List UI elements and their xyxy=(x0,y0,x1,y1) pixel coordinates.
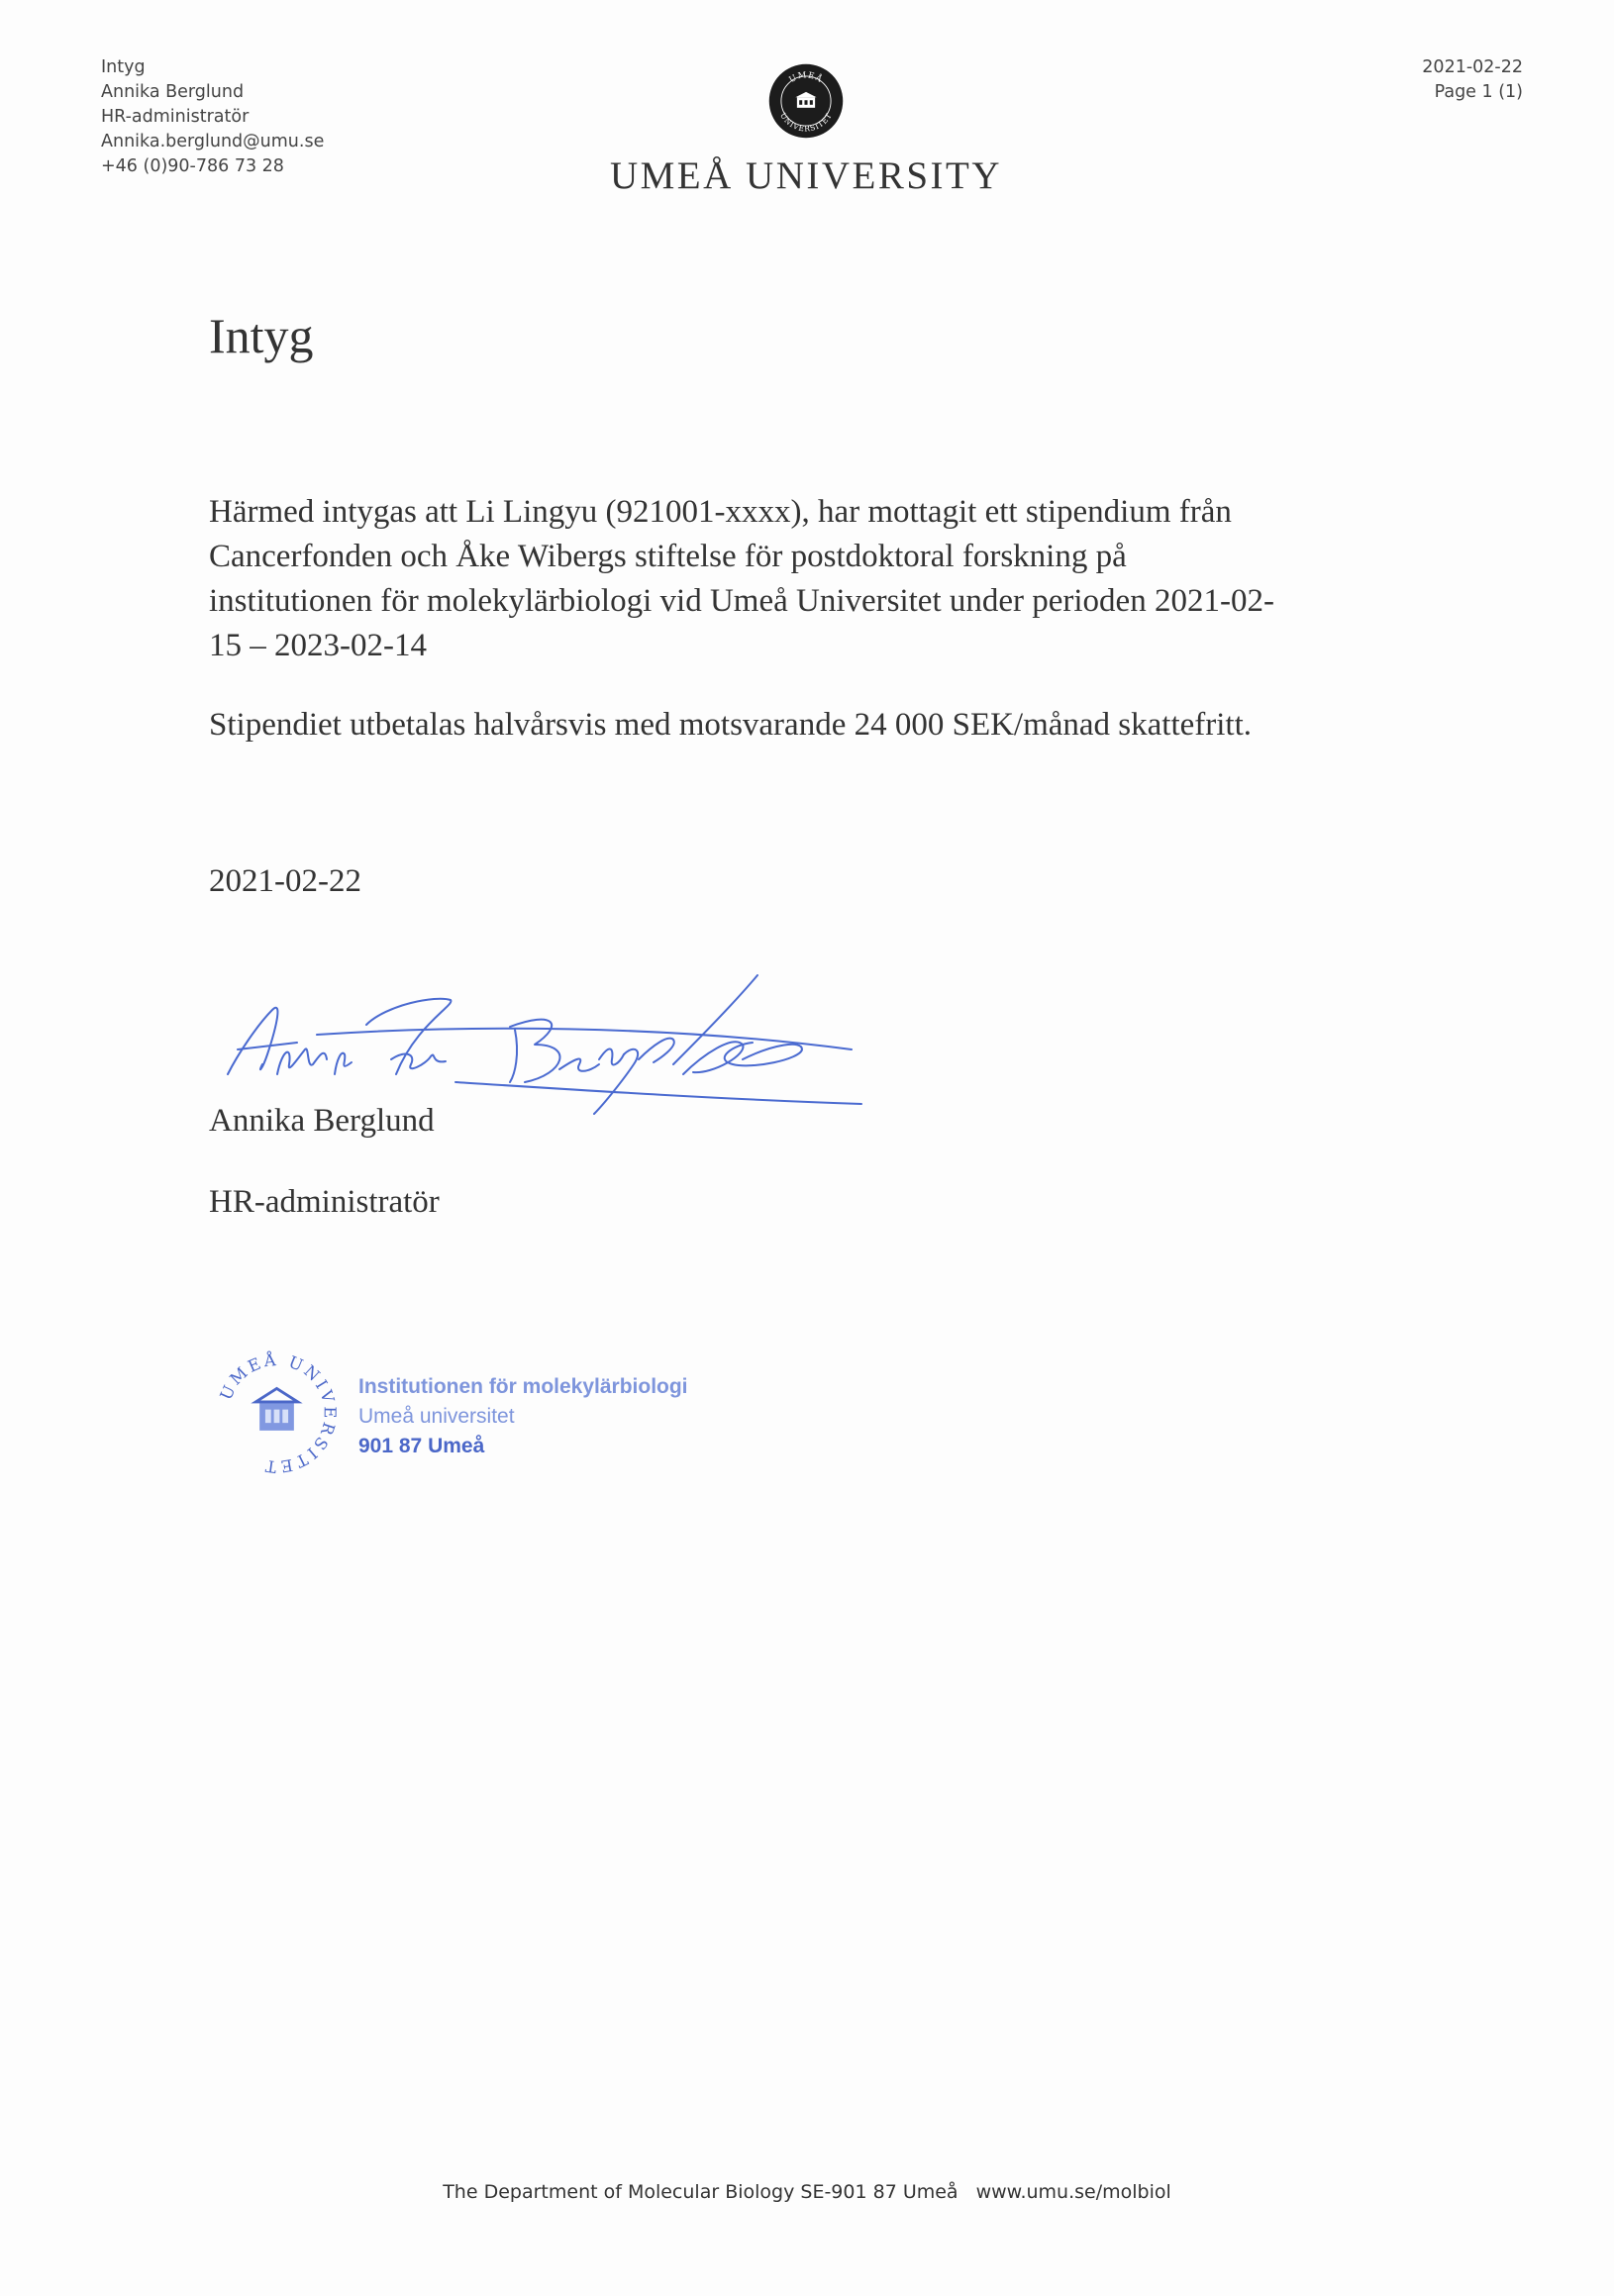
signer-title: HR-administratör xyxy=(209,1184,440,1220)
sender-name: Annika Berglund xyxy=(101,82,245,102)
body-paragraph-2 xyxy=(209,703,1427,748)
university-seal-logo xyxy=(768,63,844,139)
body-line: institutionen för molekylärbiologi vid Umeå Universitet under perioden 2021-02- xyxy=(209,583,1274,619)
sender-block xyxy=(101,55,324,179)
stamp-university: Umeå universitet xyxy=(358,1405,515,1428)
university-name: UMEÅ UNIVERSITY xyxy=(609,154,1003,197)
page-info xyxy=(1422,55,1523,105)
body-line: Härmed intygas att Li Lingyu (921001-xxxx), har mottagit ett stipendium från xyxy=(209,494,1232,530)
footer-address: The Department of Molecular Biology SE-901 87 Umeå xyxy=(443,2181,958,2203)
signer-name: Annika Berglund xyxy=(209,1103,435,1139)
body-paragraph-1 xyxy=(209,490,1427,668)
svg-text:UNIVERSITET: UNIVERSITET xyxy=(778,111,834,134)
stamp-address: 901 87 Umeå xyxy=(358,1435,485,1457)
footer-website: www.umu.se/molbiol xyxy=(975,2181,1171,2203)
sender-phone: +46 (0)90-786 73 28 xyxy=(101,156,284,176)
svg-text:UMEÅ UNIVERSITET: UMEÅ UNIVERSITET xyxy=(216,1349,340,1477)
page-number: Page 1 (1) xyxy=(1434,82,1523,102)
sender-doc-type: Intyg xyxy=(101,57,146,77)
body-line: Cancerfonden och Åke Wibergs stiftelse för postdoktoral forskning på xyxy=(209,539,1127,574)
sender-role: HR-administratör xyxy=(101,107,250,127)
department-stamp-seal xyxy=(210,1347,344,1480)
department-stamp-text xyxy=(358,1372,688,1461)
body-line: Stipendiet utbetalas halvårsvis med motsvarande 24 000 SEK/månad skattefritt. xyxy=(209,707,1253,743)
sender-email: Annika.berglund@umu.se xyxy=(101,132,325,151)
stamp-department: Institutionen för molekylärbiologi xyxy=(358,1375,688,1398)
document-title: Intyg xyxy=(209,308,314,363)
signature-date: 2021-02-22 xyxy=(209,863,361,899)
page-footer xyxy=(0,2181,1614,2203)
body-line: 15 – 2023-02-14 xyxy=(209,628,427,663)
svg-text:UMEÅ: UMEÅ xyxy=(786,69,826,85)
document-date: 2021-02-22 xyxy=(1422,57,1523,77)
